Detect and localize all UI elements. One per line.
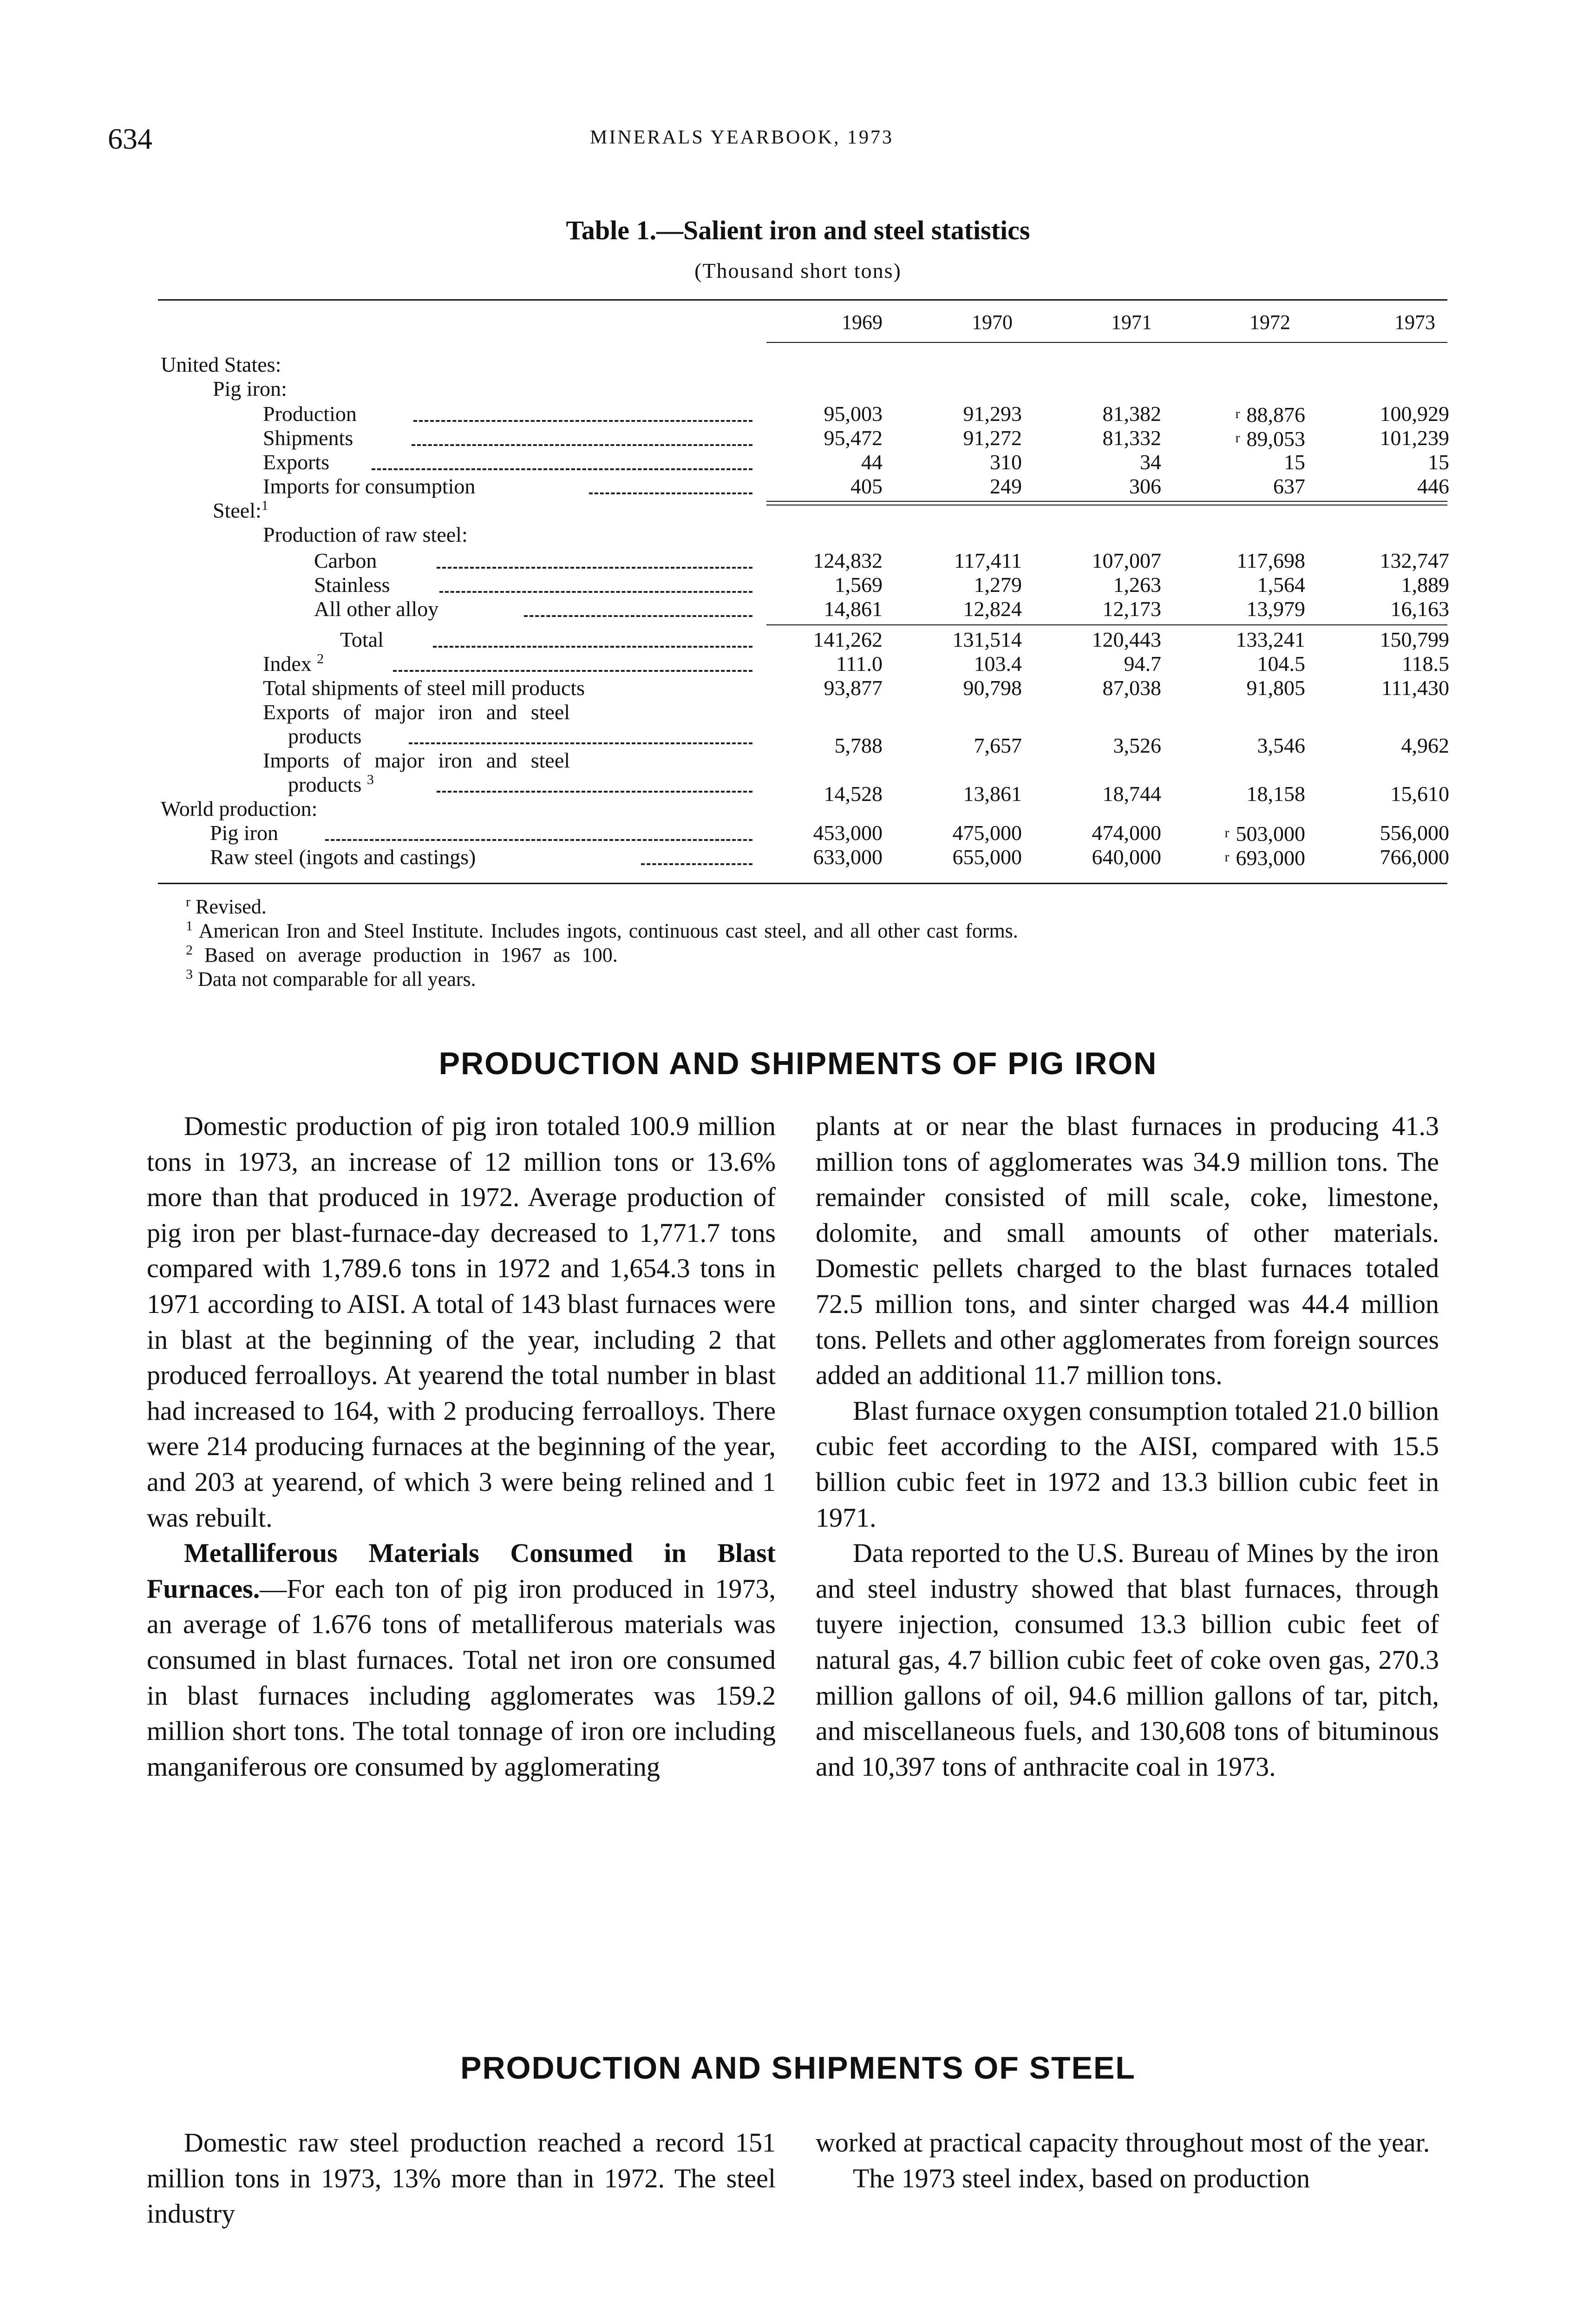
dot-leader bbox=[372, 468, 752, 470]
section-label: Production of raw steel: bbox=[263, 523, 468, 546]
footnote-ref: 3 bbox=[366, 772, 374, 787]
year-header-1972: 1972 bbox=[1249, 311, 1290, 334]
footnote-ref: 2 bbox=[317, 651, 324, 667]
cell: 91,805 bbox=[1246, 676, 1305, 700]
cell: 101,239 bbox=[1380, 426, 1449, 450]
cell: 15,610 bbox=[1390, 782, 1449, 806]
cell: 141,262 bbox=[813, 628, 883, 651]
paragraph: Domestic production of pig iron totaled 100.9 million tons in 1973, an increase of 12 million tons or 13.6% more than that produced in 1972. Average production of pig iron per blast-furnace-day decreased to 1,771.7 tons compared with 1,789.6 tons in 1972 and 1,654.3 tons in 1971 according to AISI. A total of 143 blast furnaces were in blast at the beginning of the year, including 2 that produced ferroalloys. At yearend the total number in blast had increased to 164, with 2 producing ferroalloys. There were 214 producing furnaces at the beginning of the year, and 203 at yearend, of which 3 were being relined and 1 was rebuilt. bbox=[147, 1111, 776, 1533]
row-label: Index $^2$ bbox=[263, 651, 324, 676]
cell: 34 bbox=[1140, 450, 1161, 474]
table-row bbox=[0, 402, 1596, 428]
cell: 14,861 bbox=[824, 597, 883, 621]
cell: 131,514 bbox=[952, 628, 1022, 651]
dot-leader bbox=[589, 492, 752, 494]
cell: 94.7 bbox=[1124, 652, 1161, 676]
section-label: Steel:$^1$ bbox=[213, 498, 268, 522]
text-column-left bbox=[147, 1109, 776, 1785]
row-label: products $^3$ bbox=[288, 772, 374, 796]
page-number: 634 bbox=[108, 122, 152, 155]
cell: 103.4 bbox=[974, 652, 1022, 676]
year-header-1969: 1969 bbox=[842, 311, 883, 334]
cell: 93,877 bbox=[824, 676, 883, 700]
table-row bbox=[0, 451, 1596, 477]
cell: 107,007 bbox=[1092, 549, 1161, 572]
cell: r 89,053 bbox=[1235, 427, 1305, 451]
revised-mark: r bbox=[1235, 430, 1240, 446]
row-label: Total bbox=[340, 628, 384, 651]
year-header-1973: 1973 bbox=[1394, 311, 1435, 334]
section-us bbox=[0, 353, 1596, 379]
dot-leader bbox=[409, 742, 752, 744]
dot-leader bbox=[433, 646, 752, 648]
text-column-right-steel bbox=[816, 2125, 1439, 2196]
row-label: Raw steel (ingots and castings) bbox=[210, 845, 476, 869]
row-label: Exports of major iron and steel bbox=[263, 700, 570, 724]
year-header-1971: 1971 bbox=[1111, 311, 1152, 334]
table-row-label-line bbox=[0, 749, 1596, 775]
table-row bbox=[0, 772, 1596, 806]
cell: 556,000 bbox=[1380, 821, 1449, 845]
row-label: Exports bbox=[263, 450, 330, 474]
section-label: World production: bbox=[161, 797, 318, 820]
cell: 12,173 bbox=[1102, 597, 1161, 621]
row-label: Production bbox=[263, 402, 357, 426]
cell: 637 bbox=[1273, 474, 1305, 498]
cell: 111,430 bbox=[1381, 676, 1449, 700]
dot-leader bbox=[641, 863, 752, 865]
cell: r 503,000 bbox=[1224, 822, 1305, 846]
section-label: Pig iron: bbox=[213, 377, 287, 400]
cell: 95,003 bbox=[824, 402, 883, 426]
cell: 118.5 bbox=[1402, 652, 1449, 676]
row-label: Imports for consumption bbox=[263, 474, 476, 498]
section-pig-iron bbox=[0, 377, 1596, 403]
cell: 90,798 bbox=[963, 676, 1022, 700]
cell: 104.5 bbox=[1257, 652, 1305, 676]
row-label: Carbon bbox=[314, 549, 377, 572]
cell: 15 bbox=[1284, 450, 1305, 474]
footnote: $^3$ Data not comparable for all years. bbox=[186, 966, 476, 991]
cell: 633,000 bbox=[813, 845, 883, 869]
section-world bbox=[0, 797, 1596, 823]
table-top-rule bbox=[158, 299, 1447, 301]
subtotal-rule bbox=[766, 624, 1447, 625]
dot-leader bbox=[325, 839, 752, 841]
cell: 18,744 bbox=[1102, 782, 1161, 806]
cell: 14,528 bbox=[824, 782, 883, 806]
dot-leader bbox=[393, 670, 752, 672]
cell: 124,832 bbox=[813, 549, 883, 572]
cell: 87,038 bbox=[1102, 676, 1161, 700]
cell: 117,411 bbox=[954, 549, 1022, 572]
dot-leader bbox=[524, 615, 752, 617]
cell: 18,158 bbox=[1246, 782, 1305, 806]
section-heading-pig-iron: PRODUCTION AND SHIPMENTS OF PIG IRON bbox=[438, 1046, 1158, 1081]
header-rule bbox=[766, 342, 1447, 343]
cell: 117,698 bbox=[1236, 549, 1305, 572]
paragraph: Blast furnace oxygen consumption totaled 21.0 billion cubic feet according to the AISI, compared with 15.5 billion cubic feet in 1972 and 13.3 billion cubic feet in 1971. bbox=[816, 1395, 1439, 1533]
cell: 655,000 bbox=[952, 845, 1022, 869]
section-label: United States: bbox=[161, 353, 281, 376]
run-in-heading: Metalliferous Materials Consumed in Blast Furnaces. bbox=[147, 1538, 776, 1604]
cell: 475,000 bbox=[952, 821, 1022, 845]
running-title: MINERALS YEARBOOK, 1973 bbox=[590, 127, 894, 148]
text-column-right bbox=[816, 1109, 1439, 1785]
section-steel bbox=[0, 499, 1596, 525]
cell: 4,962 bbox=[1401, 734, 1449, 757]
table-row bbox=[0, 652, 1596, 678]
table-subtitle: (Thousand short tons) bbox=[694, 259, 902, 282]
row-label: products bbox=[288, 724, 362, 748]
cell: 13,979 bbox=[1246, 597, 1305, 621]
cell: 474,000 bbox=[1092, 821, 1161, 845]
cell: 81,382 bbox=[1102, 402, 1161, 426]
cell: 44 bbox=[861, 450, 883, 474]
revised-mark: r bbox=[1235, 406, 1240, 421]
paragraph: Domestic raw steel production reached a record 151 million tons in 1973, 13% more than in 1972. The steel industry bbox=[147, 2127, 776, 2229]
cell: 150,799 bbox=[1380, 628, 1449, 651]
cell: 133,241 bbox=[1236, 628, 1305, 651]
paragraph: plants at or near the blast furnaces in producing 41.3 million tons of agglomerates was 34.9 million tons. The remainder consisted of mill scale, coke, limestone, dolomite, and small amounts of other materials. Domestic pellets charged to the blast furnaces totaled 72.5 million tons, and sinter charged was 44.4 million tons. Pellets and other agglomerates from foreign sources added an additional 11.7 million tons. bbox=[816, 1111, 1439, 1391]
cell: 15 bbox=[1428, 450, 1449, 474]
revised-mark: r bbox=[1224, 849, 1230, 865]
footnote: $^2$ Based on average production in 1967 as 100. bbox=[186, 942, 618, 966]
dot-leader bbox=[412, 444, 752, 446]
table-row bbox=[0, 427, 1596, 453]
cell: 310 bbox=[990, 450, 1022, 474]
paragraph: Metalliferous Materials Consumed in Blast Furnaces.—For each ton of pig iron produced in 1973, an average of 1.676 tons of metalliferous materials was consumed in blast furnaces. Total net iron ore consumed in blast furnaces including agglomerates was 159.2 million short tons. The total tonnage of iron ore including manganiferous ore consumed by agglomerating bbox=[147, 1538, 776, 1782]
text-column-left-steel bbox=[147, 2125, 776, 2232]
row-label: Stainless bbox=[314, 573, 390, 597]
cell: 766,000 bbox=[1380, 845, 1449, 869]
cell: 1,889 bbox=[1401, 573, 1449, 597]
cell: 132,747 bbox=[1380, 549, 1449, 572]
table-row bbox=[0, 676, 1596, 702]
cell: 453,000 bbox=[813, 821, 883, 845]
row-label: All other alloy bbox=[314, 597, 439, 621]
cell: 81,332 bbox=[1102, 426, 1161, 450]
cell: 446 bbox=[1417, 474, 1449, 498]
table-bottom-rule bbox=[158, 883, 1447, 884]
year-header-1970: 1970 bbox=[972, 311, 1013, 334]
table-row bbox=[0, 724, 1596, 757]
row-label: Total shipments of steel mill products bbox=[263, 676, 585, 700]
cell: 249 bbox=[990, 474, 1022, 498]
cell: 640,000 bbox=[1092, 845, 1161, 869]
dot-leader bbox=[437, 791, 752, 793]
dot-leader bbox=[439, 591, 752, 593]
section-raw-steel bbox=[0, 523, 1596, 549]
table-row bbox=[0, 573, 1596, 599]
cell: 1,263 bbox=[1113, 573, 1161, 597]
table-row-label-line bbox=[0, 701, 1596, 727]
dot-leader bbox=[437, 567, 752, 569]
cell: 1,279 bbox=[974, 573, 1022, 597]
cell: 405 bbox=[850, 474, 883, 498]
paragraph: worked at practical capacity throughout most of the year. bbox=[816, 2127, 1430, 2158]
revised-mark: r bbox=[1224, 825, 1230, 840]
cell: r 88,876 bbox=[1235, 403, 1305, 427]
cell: 5,788 bbox=[834, 734, 883, 757]
table-row bbox=[0, 628, 1596, 654]
table-row bbox=[0, 549, 1596, 575]
cell: 12,824 bbox=[963, 597, 1022, 621]
cell: 91,293 bbox=[963, 402, 1022, 426]
table-row bbox=[0, 597, 1596, 623]
footnote-ref: 1 bbox=[261, 498, 268, 513]
cell: 1,569 bbox=[834, 573, 883, 597]
cell: 95,472 bbox=[824, 426, 883, 450]
table-row bbox=[0, 821, 1596, 847]
table-row bbox=[0, 846, 1596, 872]
cell: 3,546 bbox=[1257, 734, 1305, 757]
cell: 91,272 bbox=[963, 426, 1022, 450]
cell: 7,657 bbox=[974, 734, 1022, 757]
section-heading-steel: PRODUCTION AND SHIPMENTS OF STEEL bbox=[460, 2050, 1136, 2086]
cell: 306 bbox=[1129, 474, 1161, 498]
cell: 3,526 bbox=[1113, 734, 1161, 757]
cell: 1,564 bbox=[1257, 573, 1305, 597]
paragraph: The 1973 steel index, based on production bbox=[853, 2163, 1310, 2193]
cell: 100,929 bbox=[1380, 402, 1449, 426]
cell: 13,861 bbox=[963, 782, 1022, 806]
table-title: Table 1.—Salient iron and steel statistics bbox=[566, 215, 1030, 245]
table-row bbox=[0, 475, 1596, 501]
dot-leader bbox=[413, 420, 752, 422]
row-label: Pig iron bbox=[210, 821, 278, 845]
cell: 111.0 bbox=[836, 652, 883, 676]
paragraph: Data reported to the U.S. Bureau of Mines by the iron and steel industry showed that blast furnaces, through tuyere injection, consumed 13.3 billion cubic feet of natural gas, 4.7 billion cubic feet of coke oven gas, 270.3 million gallons of oil, 94.6 million gallons of tar, pitch, and miscellaneous fuels, and 130,608 tons of bituminous and 10,397 tons of anthracite coal in 1973. bbox=[816, 1538, 1439, 1782]
cell: r 693,000 bbox=[1224, 846, 1305, 870]
footnote: $^1$ American Iron and Steel Institute. Includes ingots, continuous cast steel, and all other cast forms. bbox=[186, 918, 1018, 942]
cell: 120,443 bbox=[1092, 628, 1161, 651]
row-label: Imports of major iron and steel bbox=[263, 748, 570, 772]
footnote: $^r$ Revised. bbox=[186, 894, 267, 918]
row-label: Shipments bbox=[263, 426, 353, 450]
cell: 16,163 bbox=[1390, 597, 1449, 621]
